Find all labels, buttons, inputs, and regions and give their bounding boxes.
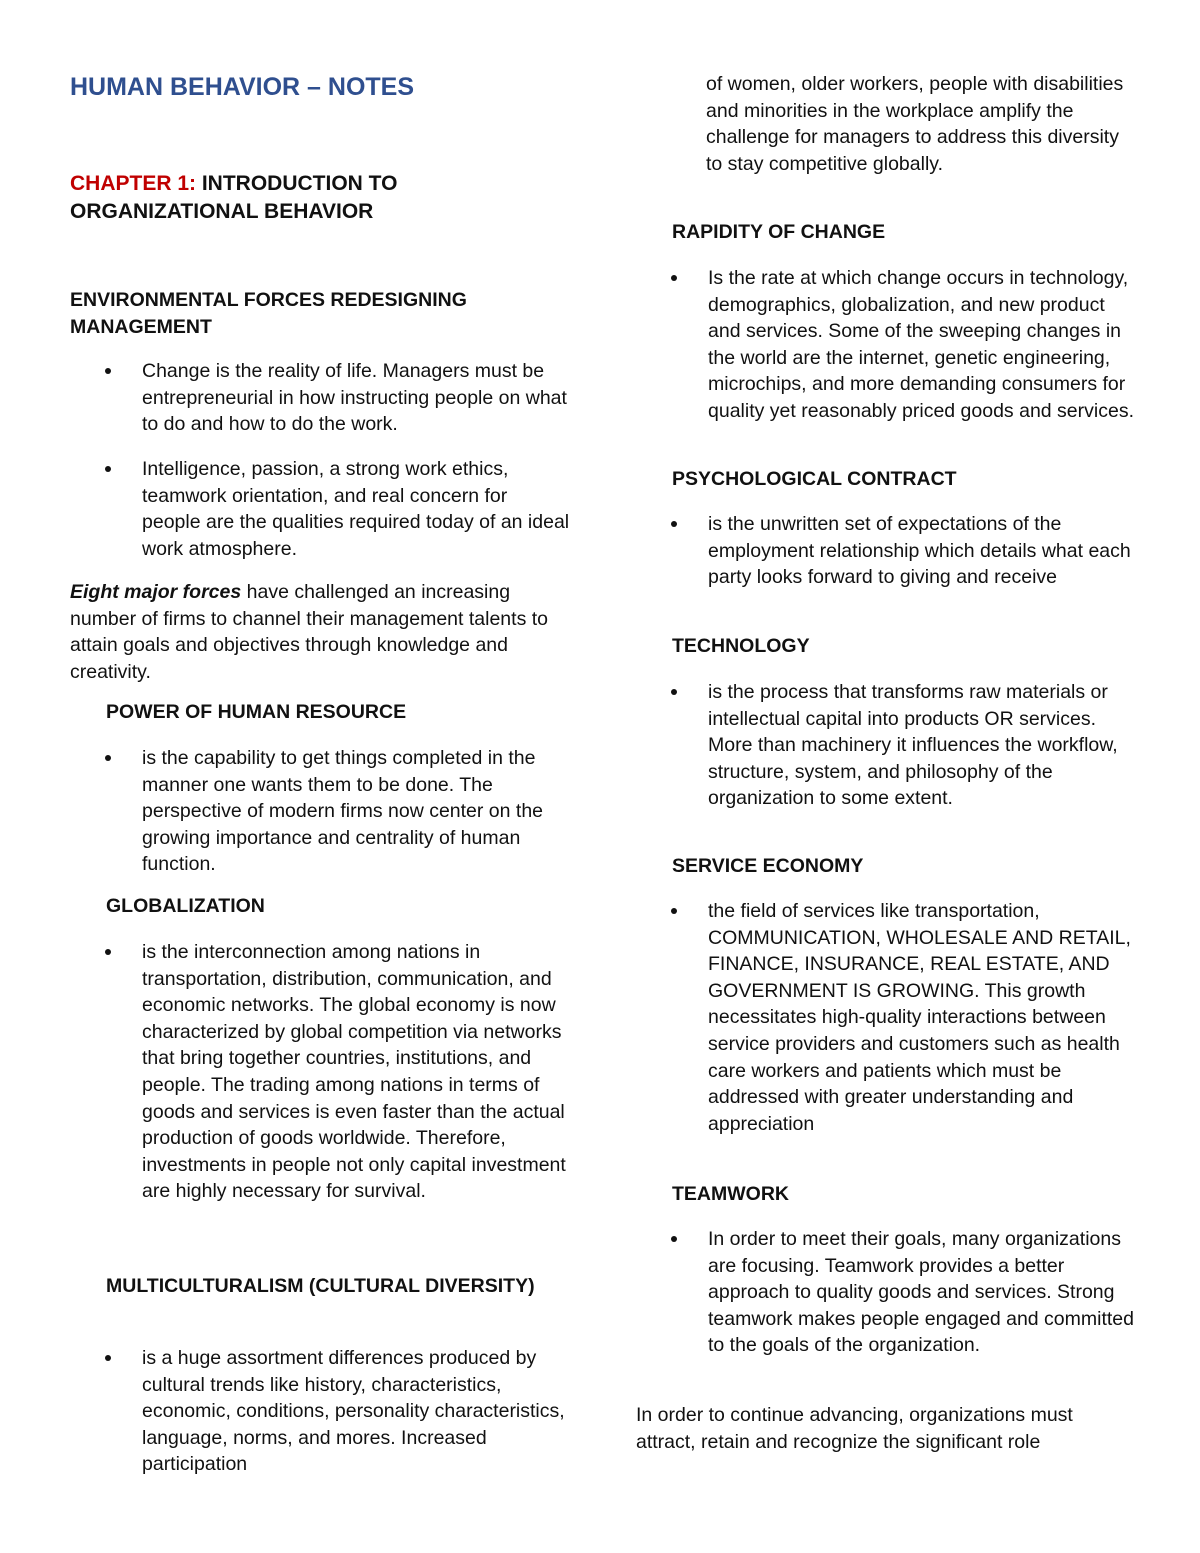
section-heading-psychological-contract: PSYCHOLOGICAL CONTRACT — [672, 468, 957, 490]
power-list — [70, 745, 570, 878]
section-heading-service-economy: SERVICE ECONOMY — [672, 855, 864, 877]
closing-paragraph: In order to continue advancing, organizations must attract, retain and recognize the significant role — [636, 1404, 1073, 1453]
eight-forces-emphasis: Eight major forces — [70, 581, 242, 603]
section-heading-environmental-forces: ENVIRONMENTAL FORCES REDESIGNING MANAGEMENT — [70, 289, 467, 338]
rapidity-list — [636, 265, 1136, 425]
list-item: is a huge assortment differences produced by cultural trends like history, characteristics, economic, conditions, personality characteristics, language, norms, and mores. Increased participation — [70, 1345, 570, 1478]
section-heading-power-of-human-resource: POWER OF HUMAN RESOURCE — [106, 701, 407, 723]
list-item: is the unwritten set of expectations of the employment relationship which details what each party looks forward to giving and receive — [636, 511, 1136, 591]
chapter-heading — [70, 170, 570, 226]
section-heading-multiculturalism: MULTICULTURALISM (CULTURAL DIVERSITY) — [106, 1275, 535, 1297]
multiculturalism-list — [70, 1345, 570, 1478]
psychological-contract-list — [636, 511, 1136, 591]
teamwork-list — [636, 1226, 1136, 1359]
document-title: HUMAN BEHAVIOR – NOTES — [70, 73, 415, 101]
technology-list — [636, 679, 1136, 812]
list-item: In order to meet their goals, many organizations are focusing. Teamwork provides a better approach to quality goods and services. Strong teamwork makes people engaged and committed to the goals of the organization. — [636, 1226, 1136, 1359]
section-heading-technology: TECHNOLOGY — [672, 635, 810, 657]
eight-forces-text: have challenged an increasing number of firms to channel their management talents to attain goals and objectives through knowledge and creativity. — [70, 581, 548, 683]
list-item: is the capability to get things completed in the manner one wants them to be done. The perspective of modern firms now center on the growing importance and centrality of human function. — [70, 745, 570, 878]
section-heading-teamwork: TEAMWORK — [672, 1183, 789, 1205]
list-item: Is the rate at which change occurs in technology, demographics, globalization, and new product and services. Some of the sweeping changes in the world are the internet, genetic engineering, microchips, and more demanding consumers for quality yet reasonably priced goods and services. — [636, 265, 1136, 425]
environmental-forces-list — [70, 358, 570, 438]
chapter-label: CHAPTER 1: — [70, 172, 197, 195]
environmental-forces-list-2 — [70, 456, 570, 562]
eight-forces-paragraph — [70, 579, 570, 685]
list-item: Change is the reality of life. Managers must be entrepreneurial in how instructing people on what to do and how to do the work. — [70, 358, 570, 438]
list-item: the field of services like transportation, COMMUNICATION, WHOLESALE AND RETAIL, FINANCE, INSURANCE, REAL ESTATE, AND GOVERNMENT IS GROWING. This growth necessitates high-quality interactions between service providers and customers such as health care workers and patients which must be addressed with greater understanding and appreciation — [636, 898, 1136, 1137]
section-heading-globalization: GLOBALIZATION — [106, 895, 265, 917]
multiculturalism-continued: of women, older workers, people with disabilities and minorities in the workplace amplify the challenge for managers to address this diversity to stay competitive globally. — [706, 73, 1124, 175]
globalization-list — [70, 939, 570, 1205]
list-item: Intelligence, passion, a strong work ethics, teamwork orientation, and real concern for people are the qualities required today of an ideal work atmosphere. — [70, 456, 570, 562]
service-economy-list — [636, 898, 1136, 1137]
section-heading-rapidity-of-change: RAPIDITY OF CHANGE — [672, 221, 886, 243]
chapter-title: INTRODUCTION TO ORGANIZATIONAL BEHAVIOR — [70, 172, 398, 223]
list-item: is the process that transforms raw materials or intellectual capital into products OR services. More than machinery it influences the workflow, structure, system, and philosophy of the organization to some extent. — [636, 679, 1136, 812]
list-item: is the interconnection among nations in transportation, distribution, communication, and economic networks. The global economy is now characterized by global competition via networks that bring together countries, institutions, and people. The trading among nations in terms of goods and services is even faster than the actual production of goods worldwide. Therefore, investments in people not only capital investment are highly necessary for survival. — [70, 939, 570, 1205]
